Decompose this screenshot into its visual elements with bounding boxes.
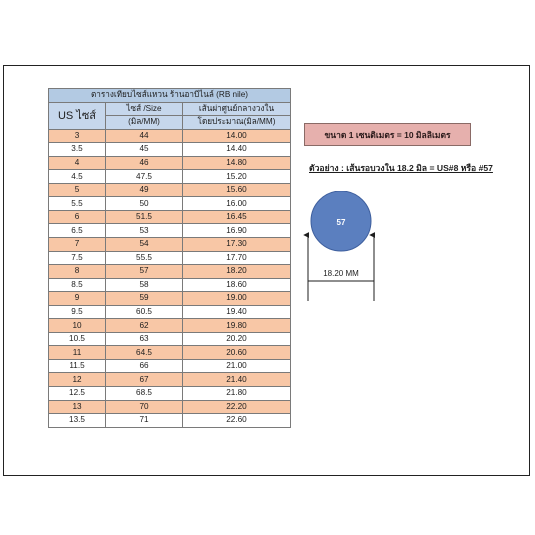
table-row [49,210,291,224]
table-row [49,319,291,333]
diameter-cell: 17.70 [183,251,291,265]
size-cell: 47.5 [106,170,183,184]
size-cell: 60.5 [106,305,183,319]
size-cell: 53 [106,224,183,238]
diameter-cell: 18.20 [183,265,291,279]
size-cell: 64.5 [106,346,183,360]
us-size-cell: 13 [49,400,106,414]
size-cell: 49 [106,183,183,197]
size-cell: 46 [106,156,183,170]
table-row [49,238,291,252]
size-cell: 67 [106,373,183,387]
diameter-cell: 20.60 [183,346,291,360]
us-size-cell: 3 [49,129,106,143]
size-cell: 59 [106,292,183,306]
us-size-cell: 7.5 [49,251,106,265]
us-size-cell: 11.5 [49,359,106,373]
us-size-cell: 9 [49,292,106,306]
dimension-label: 18.20 MM [323,269,359,278]
table-row [49,400,291,414]
us-size-cell: 3.5 [49,143,106,157]
size-cell: 44 [106,129,183,143]
size-unit-header: (มิล/MM) [106,116,183,130]
table-row [49,373,291,387]
table-row [49,305,291,319]
table-row [49,224,291,238]
table-row [49,143,291,157]
table-title-row [49,89,291,103]
size-chart-sheet [3,65,530,476]
size-cell: 45 [106,143,183,157]
diameter-cell: 14.00 [183,129,291,143]
size-cell: 51.5 [106,210,183,224]
us-size-cell: 6 [49,210,106,224]
us-size-cell: 10 [49,319,106,333]
table-row [49,332,291,346]
diameter-unit-header: โดยประมาณ(มิล/MM) [183,116,291,130]
diameter-cell: 16.45 [183,210,291,224]
diameter-cell: 20.20 [183,332,291,346]
size-cell: 63 [106,332,183,346]
table-row [49,170,291,184]
diameter-cell: 22.60 [183,414,291,428]
diameter-cell: 14.80 [183,156,291,170]
table-row [49,292,291,306]
diameter-header: เส้นผ่าศูนย์กลางวงใน [183,102,291,116]
diameter-cell: 15.60 [183,183,291,197]
size-cell: 50 [106,197,183,211]
table-row [49,414,291,428]
diameter-cell: 19.80 [183,319,291,333]
size-cell: 55.5 [106,251,183,265]
diameter-cell: 17.30 [183,238,291,252]
us-size-cell: 11 [49,346,106,360]
diameter-cell: 18.60 [183,278,291,292]
us-size-cell: 10.5 [49,332,106,346]
unit-conversion-note: ขนาด 1 เซนติเมตร = 10 มิลลิเมตร [304,123,471,146]
diameter-cell: 22.20 [183,400,291,414]
us-size-cell: 5 [49,183,106,197]
table-row [49,156,291,170]
us-size-cell: 13.5 [49,414,106,428]
size-cell: 58 [106,278,183,292]
ring-circle-label: 57 [336,218,346,227]
us-size-cell: 9.5 [49,305,106,319]
size-cell: 68.5 [106,387,183,401]
size-cell: 71 [106,414,183,428]
size-header: ไซส์ /Size [106,102,183,116]
us-size-cell: 6.5 [49,224,106,238]
diameter-cell: 15.20 [183,170,291,184]
size-cell: 70 [106,400,183,414]
size-cell: 57 [106,265,183,279]
table-row [49,278,291,292]
size-cell: 66 [106,359,183,373]
diameter-cell: 21.40 [183,373,291,387]
size-table-body [49,129,291,427]
diameter-cell: 21.00 [183,359,291,373]
us-size-cell: 8.5 [49,278,106,292]
ring-size-table [48,88,291,428]
table-row [49,197,291,211]
diameter-cell: 14.40 [183,143,291,157]
us-size-cell: 12 [49,373,106,387]
us-size-cell: 7 [49,238,106,252]
diameter-cell: 19.00 [183,292,291,306]
table-row [49,359,291,373]
table-row [49,183,291,197]
table-row [49,387,291,401]
size-cell: 62 [106,319,183,333]
table-row [49,265,291,279]
diameter-cell: 16.90 [183,224,291,238]
us-size-cell: 4.5 [49,170,106,184]
size-cell: 54 [106,238,183,252]
table-row [49,346,291,360]
table-row [49,129,291,143]
diameter-cell: 19.40 [183,305,291,319]
table-row [49,251,291,265]
us-size-cell: 5.5 [49,197,106,211]
us-size-cell: 8 [49,265,106,279]
us-size-header: US ไซส์ [49,102,106,129]
diameter-cell: 16.00 [183,197,291,211]
us-size-cell: 12.5 [49,387,106,401]
table-title: ตารางเทียบไซส์แหวน ร้านอาบีไนล์ (RB nile) [49,89,291,103]
us-size-cell: 4 [49,156,106,170]
diameter-cell: 21.80 [183,387,291,401]
table-header-row-1 [49,102,291,116]
ring-diameter-diagram [294,191,394,301]
example-note: ตัวอย่าง : เส้นรอบวงใน 18.2 มิล = US#8 หรือ #57 [309,163,493,173]
